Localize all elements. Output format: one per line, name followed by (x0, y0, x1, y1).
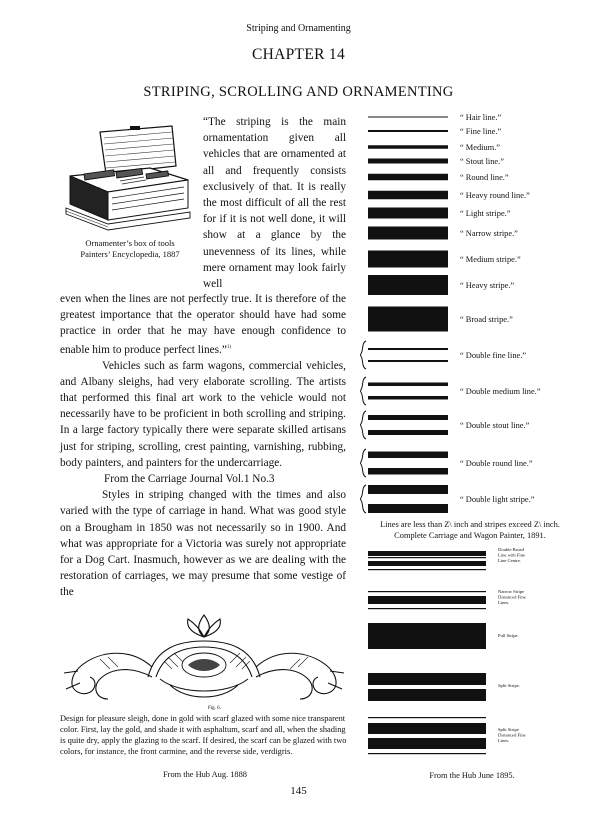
hub-stripe-chart (362, 547, 582, 762)
stripe-sample (368, 485, 448, 494)
stripe-sample (368, 251, 448, 268)
hub-stripe-label-line: Lines. (498, 737, 510, 743)
hub-stripe-sample (368, 738, 486, 749)
chapter-heading: CHAPTER 14 (252, 46, 345, 63)
hub-stripe-sample (368, 591, 486, 592)
hub-stripe-label (498, 727, 526, 743)
ornament-source: From the Hub Aug. 1888 (163, 770, 247, 779)
paragraph-3: Styles in striping changed with the times and also varied with the type of carriage in hand. What was good style on a Brougham in 1850 was not necessarily so in 1900. And what was appropriate for a Victoria was surely not appropriate for a Dog Cart. Inasmuch, however as we are dealing with the restoration of carriages, we may presume that some vestige of the (60, 489, 346, 599)
stripe-sample (368, 504, 448, 513)
stripe-sample (368, 430, 448, 435)
stripe-label: “ Hair line.” (460, 113, 502, 122)
stripe-label: “ Double stout line.” (460, 421, 530, 430)
sleigh-ornament-illustration (60, 607, 348, 713)
hub-stripe-label-line: Full Stripe. (498, 633, 519, 638)
stripe-sample (368, 208, 448, 219)
hub-stripe-sample (368, 561, 486, 566)
stripe-label: “ Heavy stripe.” (460, 281, 515, 290)
stripe-sample (368, 348, 448, 350)
hub-stripe-label-line: Distanced Fine (498, 732, 526, 738)
hub-stripe-label (498, 547, 525, 563)
hub-stripe-sample (368, 753, 486, 754)
hub-stripe-label-line: Lines. (498, 599, 510, 605)
hub-stripe-sample (368, 723, 486, 734)
fig-label: Fig. 6. (208, 706, 221, 711)
hub-stripe-label-line: Line Centre. (498, 557, 521, 563)
page-number: 145 (290, 785, 307, 797)
brace-mark (360, 485, 366, 513)
hub-chart-source: From the Hub June 1895. (429, 771, 515, 780)
hub-stripe-label-line: Narrow Stripe (498, 589, 525, 594)
stripe-sample (368, 130, 448, 132)
stripe-label: “ Double medium line.” (460, 387, 541, 396)
stripe-sample (368, 383, 448, 387)
stripe-sample (368, 117, 448, 118)
stripe-label: “ Medium stripe.” (460, 255, 521, 264)
hub-stripe-sample (368, 557, 486, 558)
stripe-caption-line1: Lines are less than Z\ inch and stripes exceed Z\ inch. (380, 520, 560, 529)
hub-stripe-label-line: Line with Fine (498, 552, 526, 558)
ornamenter-box-illustration (60, 124, 195, 232)
stripe-sample (368, 360, 448, 362)
hub-stripe-label-line: Split Stripe. (498, 683, 520, 688)
hub-stripe-sample (368, 569, 486, 570)
paragraph-2-source: From the Carriage Journal Vol.1 No.3 (104, 473, 275, 485)
paragraph-1-rest-text: even when the lines are not perfectly true. It is therefore of the greatest importance that the operator should have had some practice in order that he may have enough confidence to enable him to produce perfect lines.” (60, 293, 346, 356)
stripe-label: “ Narrow stripe.” (460, 229, 518, 238)
stripe-sample (368, 396, 448, 400)
hub-stripe-sample (368, 551, 486, 556)
brace-mark (360, 341, 366, 369)
stripe-label: “ Heavy round line.” (460, 191, 530, 200)
hub-stripe-label (498, 683, 520, 688)
brace-mark (360, 411, 366, 439)
stripe-sample (368, 452, 448, 459)
hub-stripe-label-line: Split Stripe (498, 727, 519, 732)
stripe-sample (368, 145, 448, 149)
footnote-ref: 1) (226, 344, 232, 350)
hub-stripe-label-line: Distanced Fine (498, 594, 526, 600)
brace-mark (360, 449, 366, 477)
ornament-caption: Design for pleasure sleigh, done in gold with scarf glazed with some nice transparent color. First, lay the gold, and shade it with asphaltum, scarf and all, when the shading is quite dry, apply the glazing to the scarf. If desired, the scarf can be glazed with two colors, for instance, the front carmine, and the reverse side, verdigris. (60, 714, 347, 756)
running-head: Striping and Ornamenting (246, 23, 351, 34)
stripe-caption-line2: Complete Carriage and Wagon Painter, 1891. (394, 531, 546, 540)
stripe-label: “ Double fine line.” (460, 351, 527, 360)
stripe-sample (368, 174, 448, 181)
hub-stripe-sample (368, 689, 486, 701)
stripe-sample (368, 415, 448, 420)
paragraph-2: Vehicles such as farm wagons, commercial vehicles, and Albany sleighs, had very elaborate scrolling. The artists that performed this final art work to the vehicle would not necessarily have to be proficient in both scrolling and striping. In a large factory typically there were separate skilled artisans just for striping, scrolling, crest painting, varnishing, rubbing, body painters, and painters for the undercarriage. (60, 359, 346, 469)
brace-mark (360, 377, 366, 405)
hub-stripe-sample (368, 717, 486, 718)
stripe-sample (368, 307, 448, 332)
paragraph-1-rest (60, 291, 346, 358)
stripe-sample (368, 191, 448, 200)
stripe-sample (368, 468, 448, 475)
stripe-label: “ Medium.” (460, 143, 501, 152)
hub-stripe-label (498, 633, 519, 638)
stripe-label: “ Stout line.” (460, 157, 504, 166)
stripe-chart-caption (354, 519, 586, 541)
stripe-label: “ Broad stripe.” (460, 315, 513, 324)
stripe-sample (368, 275, 448, 295)
box-caption-line1: Ornamenter’s box of tools (85, 238, 175, 248)
stripe-label: “ Fine line.” (460, 127, 502, 136)
stripe-label: “ Double light stripe.” (460, 495, 535, 504)
stripe-sample (368, 227, 448, 240)
box-caption-line2: Painters’ Encyclopedia, 1887 (80, 249, 180, 259)
chapter-title: STRIPING, SCROLLING AND ORNAMENTING (143, 84, 454, 100)
stripe-label: “ Round line.” (460, 173, 509, 182)
hub-stripe-sample (368, 673, 486, 685)
hub-stripe-label (498, 589, 526, 605)
hub-stripe-sample (368, 623, 486, 649)
hub-stripe-sample (368, 608, 486, 609)
stripe-label: “ Double round line.” (460, 459, 533, 468)
stripe-chart (360, 107, 580, 517)
paragraph-1-top: “The striping is the main ornamentation given all vehicles that are ornamented at all and frequently consists exclusively of that. It is really the most difficult of all the rest for if it is not well done, it will show at a glance by the unevenness of its lines, while mere ornament may look fairly well (203, 116, 346, 291)
hub-stripe-label-line: Double Broad (498, 547, 524, 552)
stripe-label: “ Light stripe.” (460, 209, 511, 218)
hub-stripe-sample (368, 596, 486, 604)
box-figure-caption (60, 238, 200, 260)
stripe-sample (368, 159, 448, 164)
body-main (60, 291, 346, 601)
